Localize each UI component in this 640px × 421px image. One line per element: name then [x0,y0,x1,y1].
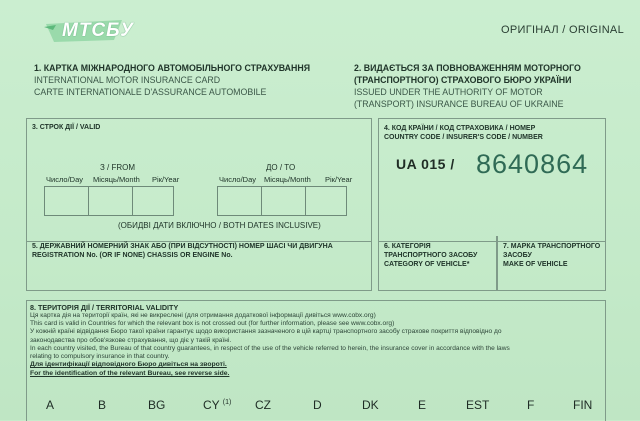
logo-text: МТСБУ [62,20,135,41]
territory-line: This card is valid in Countries for which the relevant box is not crossed out (for further information, please see www.cobx.org) [30,320,395,328]
make-label-1: 7. МАРКА ТРАНСПОРТНОГО [503,243,601,250]
from-date-fields [44,186,173,216]
issuer-block [354,62,624,110]
country-code-CY[interactable] [203,398,231,412]
country-code-B[interactable]: B [98,398,107,412]
issuer-line-4: (TRANSPORT) INSURANCE BUREAU OF UKRAINE [354,99,564,109]
to-label: ДО / TO [266,163,296,172]
issuer-line-1: 2. ВИДАЄТЬСЯ ЗА ПОВНОВАЖЕННЯМ МОТОРНОГО [354,63,581,73]
country-code-CZ[interactable]: CZ [255,398,271,412]
to-month-header: Місяць/Month [264,175,311,184]
country-code-D[interactable]: D [313,398,322,412]
registration-label-ua: 5. ДЕРЖАВНИЙ НОМЕРНИЙ ЗНАК АБО (ПРИ ВІДСУТНОСТІ) НОМЕР ШАСІ ЧИ ДВИГУНА [32,243,333,250]
territory-block [30,303,600,378]
country-code-F[interactable]: F [527,398,535,412]
country-code-BG[interactable]: BG [148,398,166,412]
to-month-field[interactable] [261,186,306,216]
card-title-block [34,62,334,98]
territory-line: законодавства про обов'язкове страхування, що діє у такій країні. [30,336,232,344]
make-label-2: ЗАСОБУ [503,252,532,259]
to-date-fields [217,186,346,216]
from-label: З / FROM [100,163,136,172]
category-label-2: ТРАНСПОРТНОГО ЗАСОБУ [384,252,478,259]
country-code-CY-text: CY [203,398,220,412]
dates-inclusive-note: (ОБИДВІ ДАТИ ВКЛЮЧНО / BOTH DATES INCLUSIVE) [118,221,321,230]
card-title-en: INTERNATIONAL MOTOR INSURANCE CARD [34,75,221,85]
category-label-1: 6. КАТЕГОРІЯ [384,243,431,250]
to-year-field[interactable] [305,186,347,216]
from-year-field[interactable] [132,186,174,216]
mtsbu-logo [44,18,135,44]
from-day-header: Число/Day [46,175,83,184]
country-code-A[interactable]: A [46,398,55,412]
cy-footnote: (1) [222,399,232,406]
category-label-3: CATEGORY OF VEHICLE* [384,261,470,268]
card-title-fr: CARTE INTERNATIONALE D'ASSURANCE AUTOMOBILE [34,87,267,97]
make-label-3: MAKE OF VEHICLE [503,261,568,268]
original-label: ОРИГІНАЛ / ORIGINAL [501,24,624,36]
issuer-line-2: (ТРАНСПОРТНОГО) СТРАХОВОГО БЮРО УКРАЇНИ [354,75,572,85]
country-code-E[interactable]: E [418,398,427,412]
territory-line: relating to compulsory insurance in that country. [30,353,170,361]
codes-label-en: COUNTRY CODE / INSURER'S CODE / NUMBER [384,134,543,141]
bureau-reference-en: For the identification of the relevant Bureau, see reverse side. [30,369,230,377]
territory-line: In each country visited, the Bureau of that country guarantees, in respect of the use of the vehicle referred to herein, the insurance cover in accordance with the laws [30,344,510,352]
from-day-field[interactable] [44,186,89,216]
country-code-DK[interactable]: DK [362,398,379,412]
from-month-field[interactable] [88,186,133,216]
codes-label-ua: 4. КОД КРАЇНИ / КОД СТРАХОВИКА / НОМЕР [384,125,536,132]
from-month-header: Місяць/Month [93,175,140,184]
country-code-EST[interactable]: EST [466,398,490,412]
validity-label: 3. СТРОК ДІЇ / VALID [32,124,101,131]
country-code-FIN[interactable]: FIN [573,398,593,412]
card-title-ua: 1. КАРТКА МІЖНАРОДНОГО АВТОМОБІЛЬНОГО СТРАХУВАННЯ [34,63,311,73]
to-year-header: Рік/Year [325,175,353,184]
to-day-header: Число/Day [219,175,256,184]
policy-number: 8640864 [476,149,589,179]
territory-line: Ця картка дія на території країн, які не викреслені (для отримання додаткової інформації дивіться www.cobx.org) [30,312,376,319]
registration-label-en: REGISTRATION No. (OR IF NONE) CHASSIS OR ENGINE No. [32,252,233,259]
territory-line: У кожній країні відвідання Бюро такої країни гарантує щодо використання зазначеного в цій картці транспортного засобу страхове покриття відповідно до [30,328,502,336]
bureau-reference-ua: Для ідентифікації відповідного Бюро дивіться на звороті. [30,361,227,369]
from-year-header: Рік/Year [152,175,180,184]
issuer-line-3: ISSUED UNDER THE AUTHORITY OF MOTOR [354,87,543,97]
country-code-row [0,398,640,414]
territory-title: 8. ТЕРИТОРІЯ ДІЇ / TERRITORIAL VALIDITY [30,303,179,312]
country-insurer-code: UA 015 / [396,156,455,172]
to-day-field[interactable] [217,186,262,216]
